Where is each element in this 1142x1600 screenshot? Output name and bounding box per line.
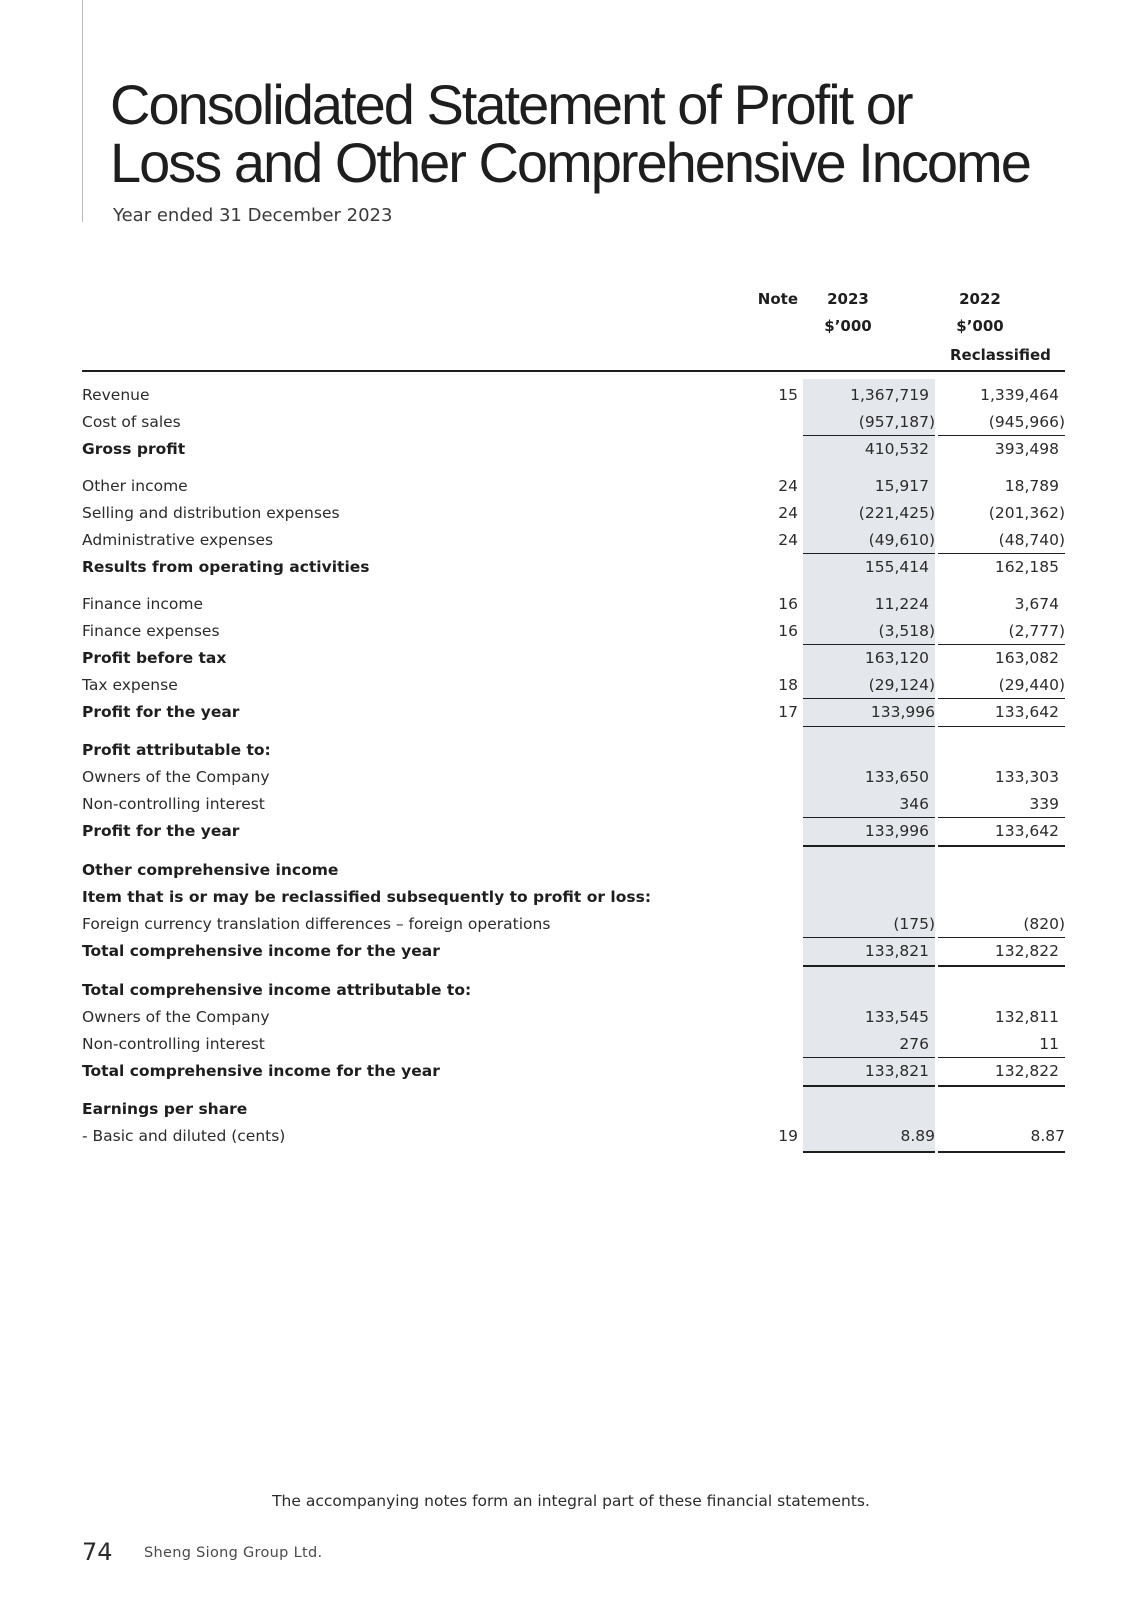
value-2022: 11: [1039, 1035, 1059, 1053]
company-name: Sheng Siong Group Ltd.: [144, 1545, 323, 1561]
row-gross-profit: [82, 437, 1065, 461]
row-label: Gross profit: [82, 440, 186, 458]
row-label: Other comprehensive income: [82, 861, 339, 879]
row-label: Profit attributable to:: [82, 741, 271, 759]
value-2023: (175): [893, 915, 935, 933]
period-subtitle: Year ended 31 December 2023: [113, 205, 393, 226]
subtotal-rule: [803, 553, 935, 554]
row-oci-header: [82, 858, 1065, 882]
value-2023: 133,996: [870, 703, 935, 721]
value-2022: 162,185: [994, 558, 1059, 576]
subtotal-rule: [803, 644, 935, 645]
subtotal-rule: [938, 937, 1065, 938]
total-rule: [803, 1151, 935, 1153]
row-label: Owners of the Company: [82, 768, 270, 786]
value-2022: (945,966): [988, 413, 1065, 431]
value-2022: (48,740): [998, 531, 1065, 549]
row-note: 19: [778, 1127, 798, 1145]
value-2023: 133,650: [864, 768, 929, 786]
subtotal-rule: [938, 644, 1065, 645]
value-2022: (2,777): [1008, 622, 1065, 640]
row-owners-company-2: [82, 1005, 1065, 1029]
row-tax-expense: [82, 673, 1065, 697]
value-2023: 410,532: [864, 440, 929, 458]
row-label: Selling and distribution expenses: [82, 504, 340, 522]
row-note: 24: [778, 477, 798, 495]
total-rule: [938, 1151, 1065, 1153]
row-tci-attributable-header: [82, 978, 1065, 1002]
row-revenue: [82, 383, 1065, 407]
subtotal-rule: [938, 435, 1065, 436]
value-2023: 133,821: [864, 942, 929, 960]
row-label: Profit for the year: [82, 822, 240, 840]
value-2022: 133,642: [994, 703, 1059, 721]
row-label: Total comprehensive income for the year: [82, 942, 440, 960]
row-label: Administrative expenses: [82, 531, 274, 549]
row-label: Owners of the Company: [82, 1008, 270, 1026]
row-eps-header: [82, 1097, 1065, 1121]
row-label: Total comprehensive income attributable to:: [82, 981, 472, 999]
value-2023: (29,124): [868, 676, 935, 694]
page-number: 74: [82, 1538, 113, 1566]
value-2022: 132,811: [994, 1008, 1059, 1026]
row-profit-attributable-header: [82, 738, 1065, 762]
value-2022: 8.87: [1030, 1127, 1065, 1145]
value-2022: 132,822: [994, 942, 1059, 960]
col-unit-2023: $’000: [824, 317, 872, 335]
value-2022: 133,303: [994, 768, 1059, 786]
col-header-note: Note: [757, 290, 798, 308]
row-non-controlling: [82, 792, 1065, 816]
value-2022: 393,498: [994, 440, 1059, 458]
row-note: 17: [778, 703, 798, 721]
header-rule: [82, 370, 1065, 372]
row-profit-before-tax: [82, 646, 1065, 670]
row-label: Finance expenses: [82, 622, 220, 640]
value-2022: (201,362): [988, 504, 1065, 522]
value-2023: (957,187): [858, 413, 935, 431]
row-label: - Basic and diluted (cents): [82, 1127, 286, 1145]
value-2023: 133,821: [864, 1062, 929, 1080]
row-label: Non-controlling interest: [82, 1035, 265, 1053]
row-other-income: [82, 474, 1065, 498]
total-rule: [938, 1085, 1065, 1087]
value-2023: (221,425): [858, 504, 935, 522]
row-label: Finance income: [82, 595, 203, 613]
total-rule: [803, 726, 935, 727]
row-reclass-header: [82, 885, 1065, 909]
row-label: Total comprehensive income for the year: [82, 1062, 440, 1080]
row-note: 16: [778, 622, 798, 640]
row-label: Cost of sales: [82, 413, 181, 431]
row-non-controlling-2: [82, 1032, 1065, 1056]
value-2023: (49,610): [868, 531, 935, 549]
row-label: Tax expense: [82, 676, 178, 694]
title-line-1: Consolidated Statement of Profit or: [110, 73, 912, 136]
row-cost-of-sales: [82, 410, 1065, 434]
row-label: Foreign currency translation differences – foreign operations: [82, 915, 551, 933]
row-selling-distribution: [82, 501, 1065, 525]
value-2022: 18,789: [1004, 477, 1059, 495]
row-results-operating: [82, 555, 1065, 579]
total-rule: [803, 1085, 935, 1087]
col-tag-reclassified: Reclassified: [950, 346, 1051, 364]
value-2022: 133,642: [994, 822, 1059, 840]
total-rule: [803, 845, 935, 847]
col-header-2023: 2023: [827, 290, 869, 308]
row-label: Profit before tax: [82, 649, 227, 667]
value-2022: 1,339,464: [980, 386, 1059, 404]
subtotal-rule: [803, 817, 935, 818]
total-rule: [938, 965, 1065, 967]
row-label: Other income: [82, 477, 188, 495]
value-2022: 3,674: [1014, 595, 1059, 613]
value-2023: 8.89: [900, 1127, 935, 1145]
value-2023: 133,545: [864, 1008, 929, 1026]
row-profit-for-year: [82, 700, 1065, 724]
row-label: Earnings per share: [82, 1100, 248, 1118]
value-2023: (3,518): [878, 622, 935, 640]
row-total-comprehensive-income-2: [82, 1059, 1065, 1083]
value-2023: 1,367,719: [850, 386, 929, 404]
row-finance-expenses: [82, 619, 1065, 643]
row-fx-differences: [82, 912, 1065, 936]
subtotal-rule: [803, 698, 935, 699]
subtotal-rule: [803, 1057, 935, 1058]
row-owners-company: [82, 765, 1065, 789]
row-label: Item that is or may be reclassified subsequently to profit or loss:: [82, 888, 652, 906]
total-rule: [938, 726, 1065, 727]
row-label: Profit for the year: [82, 703, 240, 721]
row-profit-for-year-2: [82, 819, 1065, 843]
row-note: 24: [778, 504, 798, 522]
value-2022: (29,440): [998, 676, 1065, 694]
value-2023: 133,996: [864, 822, 929, 840]
row-note: 15: [778, 386, 798, 404]
value-2023: 11,224: [874, 595, 929, 613]
row-finance-income: [82, 592, 1065, 616]
page-title: [110, 73, 1030, 194]
title-line-2: Loss and Other Comprehensive Income: [110, 131, 1030, 194]
col-header-2022: 2022: [959, 290, 1001, 308]
subtotal-rule: [803, 435, 935, 436]
value-2023: 346: [899, 795, 929, 813]
row-label: Revenue: [82, 386, 150, 404]
subtotal-rule: [803, 937, 935, 938]
value-2023: 163,120: [864, 649, 929, 667]
value-2022: 132,822: [994, 1062, 1059, 1080]
col-unit-2022: $’000: [956, 317, 1004, 335]
row-administrative: [82, 528, 1065, 552]
value-2023: 15,917: [874, 477, 929, 495]
subtotal-rule: [938, 553, 1065, 554]
row-note: 16: [778, 595, 798, 613]
footer-note: The accompanying notes form an integral part of these financial statements.: [272, 1492, 870, 1510]
value-2023: 155,414: [864, 558, 929, 576]
subtotal-rule: [938, 817, 1065, 818]
total-rule: [938, 845, 1065, 847]
total-rule: [803, 965, 935, 967]
row-note: 18: [778, 676, 798, 694]
row-total-comprehensive-income: [82, 939, 1065, 963]
value-2022: 339: [1029, 795, 1059, 813]
value-2023: 276: [899, 1035, 929, 1053]
row-label: Results from operating activities: [82, 558, 370, 576]
subtotal-rule: [938, 698, 1065, 699]
margin-rule: [82, 0, 83, 222]
row-note: 24: [778, 531, 798, 549]
row-eps-basic-diluted: [82, 1124, 1065, 1148]
subtotal-rule: [938, 1057, 1065, 1058]
value-2022: (820): [1023, 915, 1065, 933]
value-2022: 163,082: [994, 649, 1059, 667]
row-label: Non-controlling interest: [82, 795, 265, 813]
